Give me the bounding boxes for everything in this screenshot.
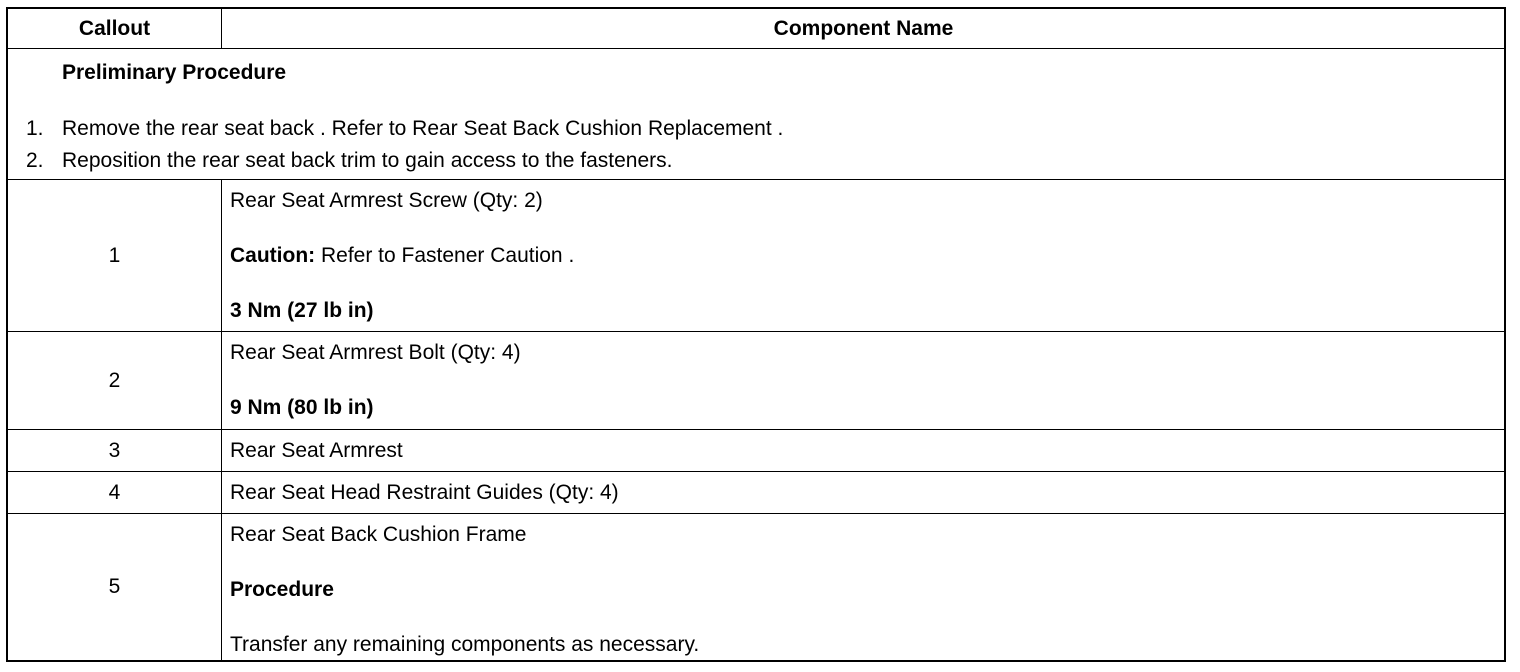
step-number: 2. [26, 149, 44, 172]
component-name: Rear Seat Armrest Screw (Qty: 2) [230, 189, 543, 212]
caution-note [230, 244, 574, 268]
caution-label: Caution: [230, 244, 316, 267]
table-header-row [8, 9, 1504, 49]
table-row [8, 180, 1504, 332]
header-component-name: Component Name [773, 16, 954, 40]
component-name: Rear Seat Armrest Bolt (Qty: 4) [230, 341, 521, 364]
component-table [6, 7, 1506, 662]
caution-text: Refer to Fastener Caution . [315, 244, 575, 267]
table-row [8, 472, 1504, 514]
table-row [8, 514, 1504, 660]
procedure-text: Transfer any remaining components as necessary. [230, 633, 700, 656]
header-callout: Callout [8, 9, 222, 48]
torque-spec: 9 Nm (80 lb in) [230, 396, 374, 419]
callout-number: 2 [8, 332, 222, 429]
component-cell [223, 514, 1504, 660]
component-cell [223, 332, 1504, 429]
step-text: Remove the rear seat back . Refer to Rear Seat Back Cushion Replacement . [62, 117, 784, 140]
step-text: Reposition the rear seat back trim to gain access to the fasteners. [62, 149, 673, 172]
preliminary-procedure-row [8, 49, 1504, 180]
component-name: Rear Seat Armrest [230, 439, 403, 462]
component-name: Rear Seat Head Restraint Guides (Qty: 4) [230, 481, 619, 504]
component-name: Rear Seat Back Cushion Frame [230, 523, 527, 546]
component-cell [223, 430, 1504, 471]
callout-number: 4 [8, 472, 222, 513]
component-cell [223, 472, 1504, 513]
callout-number: 3 [8, 430, 222, 471]
table-row [8, 430, 1504, 472]
step-number: 1. [26, 117, 44, 140]
torque-spec: 3 Nm (27 lb in) [230, 299, 374, 322]
preliminary-procedure-title: Preliminary Procedure [62, 61, 287, 84]
component-cell [223, 180, 1504, 331]
procedure-label: Procedure [230, 578, 334, 601]
table-row [8, 332, 1504, 430]
callout-number: 5 [8, 514, 222, 660]
callout-number: 1 [8, 180, 222, 331]
